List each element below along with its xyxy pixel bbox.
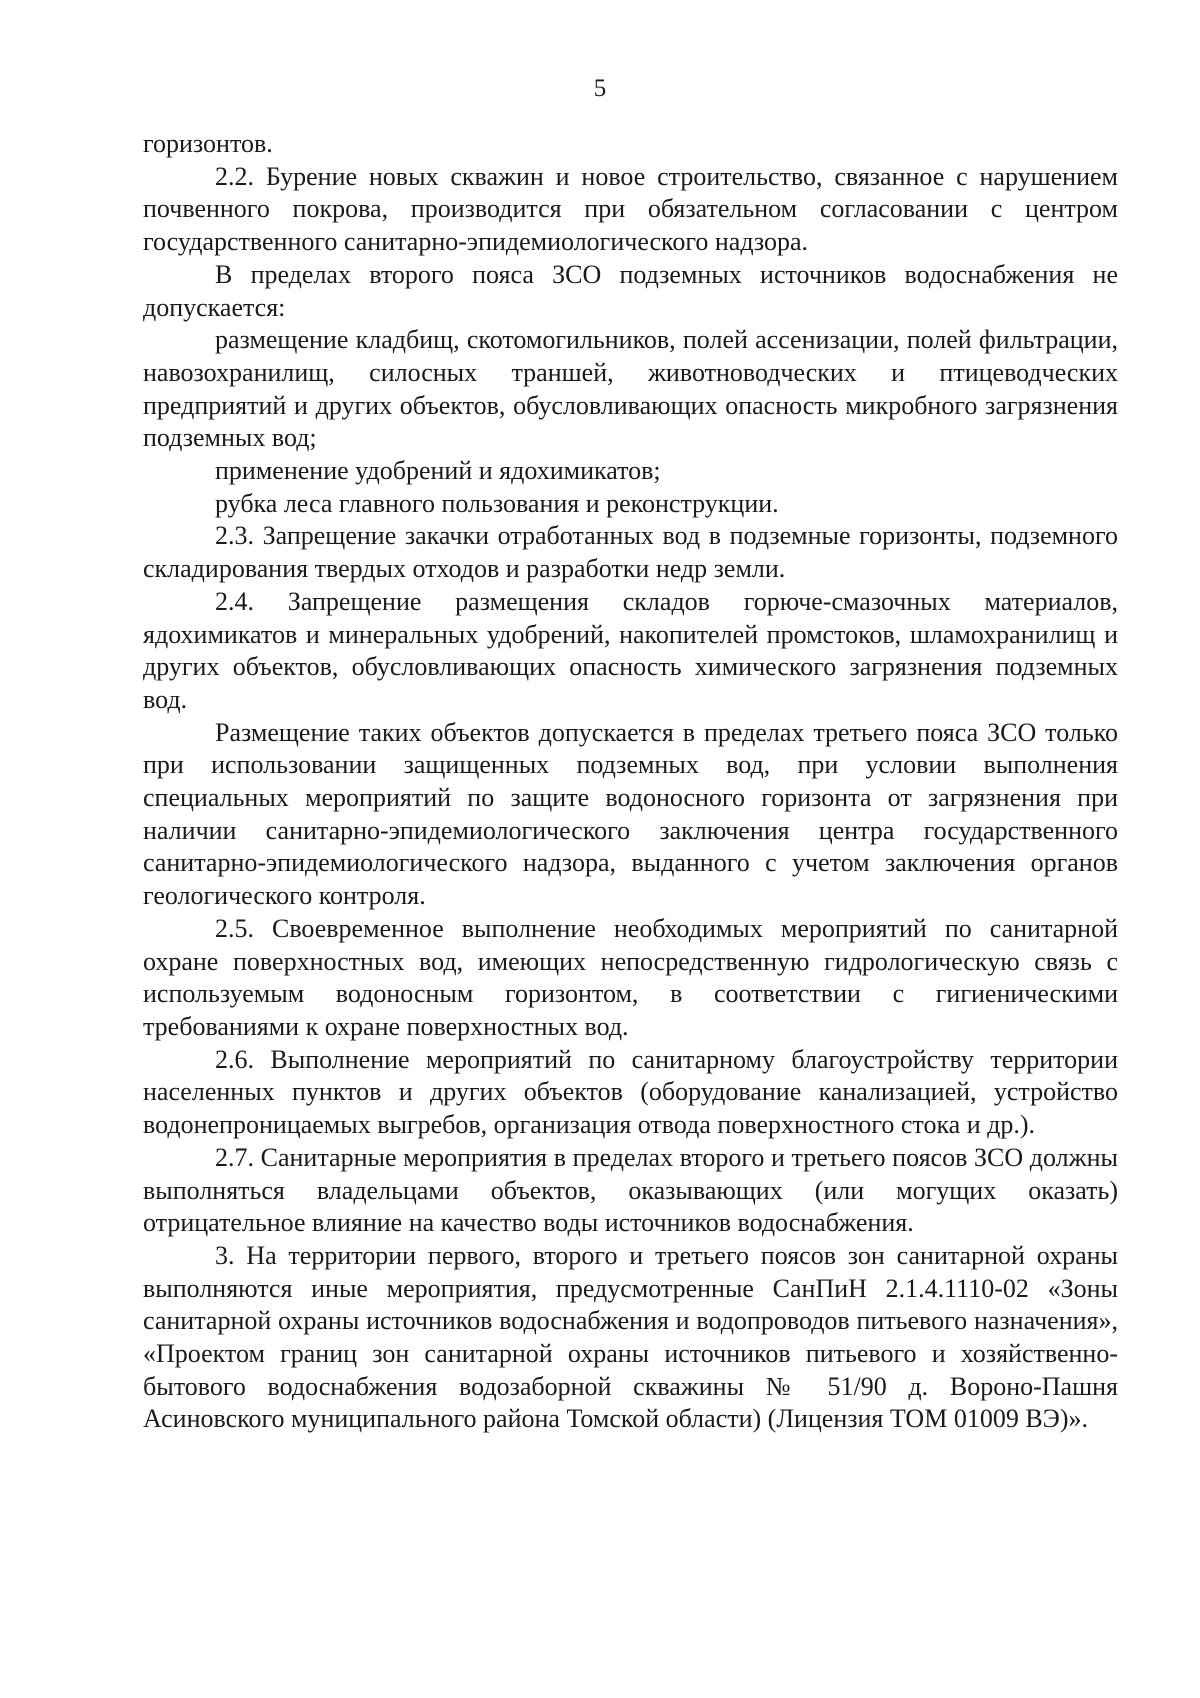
paragraph-cemeteries: размещение кладбищ, скотомогильников, полей ассенизации, полей фильтрации, навозохранилищ, силосных траншей, животноводческих и птицеводческих предприятий и других объектов, обусловливающих опасность микробного загрязнения подземных вод; xyxy=(143,325,1118,453)
paragraph-2-6: 2.6. Выполнение мероприятий по санитарному благоустройству территории населенных пунктов и других объектов (оборудование канализацией, устройство водонепроницаемых выгребов, организация отвода поверхностного стока и др.). xyxy=(143,1044,1118,1140)
page-number: 5 xyxy=(593,75,607,102)
document-body xyxy=(143,128,1118,1436)
paragraph-logging: рубка леса главного пользования и реконструкции. xyxy=(215,488,779,518)
paragraph-2-4: 2.4. Запрещение размещения складов горюче-смазочных материалов, ядохимикатов и минеральных удобрений, накопителей промстоков, шламохранилищ и других объектов, обусловливающих опасность химического загрязнения подземных вод. xyxy=(143,586,1118,714)
paragraph-3: 3. На территории первого, второго и третьего поясов зон санитарной охраны выполняются иные мероприятия, предусмотренные СанПиН 2.1.4.1110-02 «Зоны санитарной охраны источников водоснабжения и водопроводов питьевого назначения», «Проектом границ зон санитарной охраны источников питьевого и хозяйственно-бытового водоснабжения водозаборной скважины № 51/90 д. Вороно-Пашня Асиновского муниципального района Томской области) (Лицензия ТОМ 01009 ВЭ)». xyxy=(143,1240,1118,1434)
paragraph-continuation: горизонтов. xyxy=(143,129,273,158)
paragraph-2-7: 2.7. Санитарные мероприятия в пределах второго и третьего поясов ЗСО должны выполняться владельцами объектов, оказывающих (или могущих оказать) отрицательное влияние на качество воды источников водоснабжения. xyxy=(143,1142,1118,1238)
paragraph-second-belt-intro: В пределах второго пояса ЗСО подземных источников водоснабжения не допускается: xyxy=(143,259,1118,322)
paragraph-2-2: 2.2. Бурение новых скважин и новое строительство, связанное с нарушением почвенного покрова, производится при обязательном согласовании с центром государственного санитарно-эпидемиологического надзора. xyxy=(143,161,1118,257)
paragraph-2-3: 2.3. Запрещение закачки отработанных вод в подземные горизонты, подземного складирования твердых отходов и разработки недр земли. xyxy=(143,521,1118,584)
paragraph-third-belt-placement: Размещение таких объектов допускается в пределах третьего пояса ЗСО только при использовании защищенных подземных вод, при условии выполнения специальных мероприятий по защите водоносного горизонта от загрязнения при наличии санитарно-эпидемиологического заключения центра государственного санитарно-эпидемиологического надзора, выданного с учетом заключения органов геологического контроля. xyxy=(143,717,1118,911)
paragraph-fertilizers: применение удобрений и ядохимикатов; xyxy=(215,456,661,486)
paragraph-2-5: 2.5. Своевременное выполнение необходимых мероприятий по санитарной охране поверхностных вод, имеющих непосредственную гидрологическую связь с используемым водоносным горизонтом, в соответствии с гигиеническими требованиями к охране поверхностных вод. xyxy=(143,913,1118,1041)
